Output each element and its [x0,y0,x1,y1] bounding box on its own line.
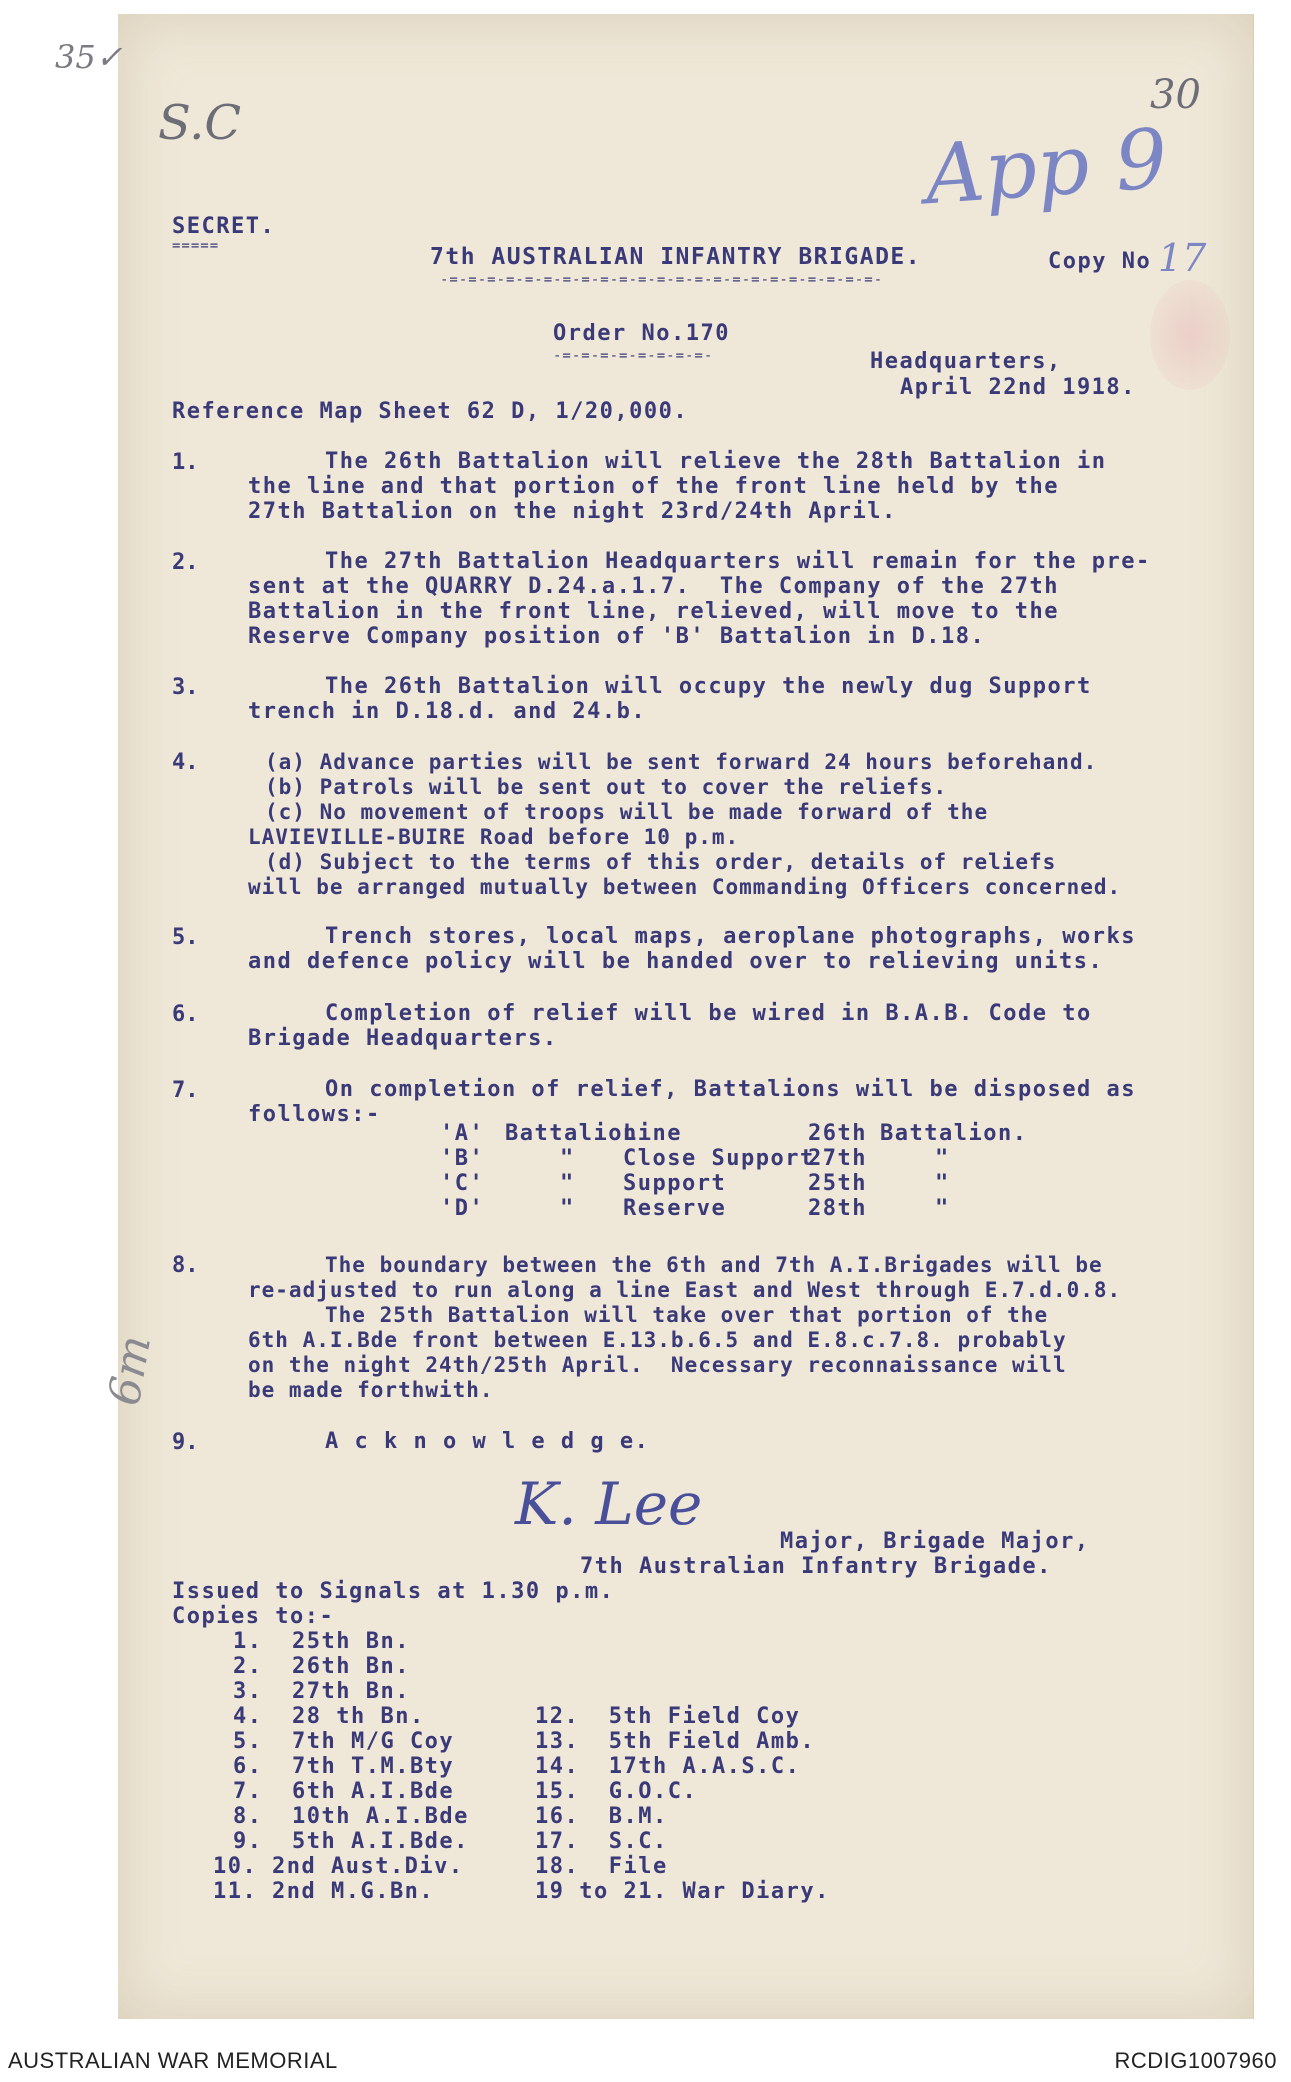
para-9-number: 9. [172,1430,199,1455]
copy-item: 16. B.M. [535,1804,668,1829]
disposal-ditto: " [560,1146,575,1171]
para-7-number: 7. [172,1078,199,1103]
copy-item: 4. 28 th Bn. [233,1704,425,1729]
hq-line2: April 22nd 1918. [900,375,1136,400]
signature-title: Major, Brigade Major, [780,1529,1090,1554]
copy-item: 8. 10th A.I.Bde [233,1804,469,1829]
copy-item: 15. G.O.C. [535,1779,698,1804]
para-8-line: The 25th Battalion will take over that portion of the [325,1303,1049,1327]
copy-item: 10. 2nd Aust.Div. [213,1854,464,1879]
copy-item: 13. 5th Field Amb. [535,1729,816,1754]
copy-item: 2. 26th Bn. [233,1654,410,1679]
para-3-line: The 26th Battalion will occupy the newly dug Support [325,674,1092,699]
disposal-ditto: " [560,1171,575,1196]
reference-map: Reference Map Sheet 62 D, 1/20,000. [172,399,689,424]
para-5-line: Trench stores, local maps, aeroplane photographs, works [325,924,1136,949]
signature: K. Lee [515,1470,703,1538]
para-8-line: The boundary between the 6th and 7th A.I.Brigades will be [325,1253,1103,1277]
annotation-app: App 9 [921,111,1171,224]
para-4-line: will be arranged mutually between Commanding Officers concerned. [248,875,1122,899]
para-6-number: 6. [172,1002,199,1027]
para-2-number: 2. [172,550,199,575]
copy-item: 19 to 21. War Diary. [535,1879,830,1904]
annotation-sc: S.C [158,95,242,151]
para-3-line: trench in D.18.d. and 24.b. [248,699,647,724]
disposal-suffix: " [935,1196,950,1221]
copy-item: 5. 7th M/G Coy [233,1729,455,1754]
disposal-ditto: Battalion [505,1121,638,1146]
para-4-line: (d) Subject to the terms of this order, details of reliefs [265,850,1057,874]
para-1-number: 1. [172,450,199,475]
para-4-line: (b) Patrols will be sent out to cover the reliefs. [265,775,948,799]
disposal-role: Close Support [623,1146,815,1171]
para-8-line: re-adjusted to run along a line East and West through E.7.d.0.8. [248,1278,1122,1302]
disposal-ditto: " [560,1196,575,1221]
annotation-top-right: 30 [1150,72,1201,118]
para-3-number: 3. [172,675,199,700]
para-8-line: on the night 24th/25th April. Necessary reconnaissance will [248,1353,1067,1377]
para-2-line: sent at the QUARRY D.24.a.1.7. The Company of the 27th [248,574,1059,599]
para-2-line: The 27th Battalion Headquarters will remain for the pre- [325,549,1151,574]
classification-underline: ===== [172,238,220,254]
para-4-line: (c) No movement of troops will be made forward of the [265,800,989,824]
copy-item: 12. 5th Field Coy [535,1704,801,1729]
order-number-underline: -=-=-=-=-=-=-=-=- [553,348,714,364]
para-1-line: The 26th Battalion will relieve the 28th Battalion in [325,449,1107,474]
copy-item: 11. 2nd M.G.Bn. [213,1879,435,1904]
issued-line: Issued to Signals at 1.30 p.m. [172,1579,615,1604]
brigade-title-underline: -=-=-=-=-=-=-=-=-=-=-=-=-=-=-=-=-=-=-=-=-=-=-=- [440,272,884,288]
annotation-margin: 6m [98,1331,162,1410]
para-5-line: and defence policy will be handed over to relieving units. [248,949,1104,974]
copy-no-value: 17 [1158,236,1207,280]
disposal-unit: 27th [808,1146,867,1171]
para-4-line: (a) Advance parties will be sent forward 24 hours beforehand. [265,750,1098,774]
para-6-line: Completion of relief will be wired in B.A.B. Code to [325,1001,1092,1026]
para-9-line: A c k n o w l e d g e. [325,1429,650,1454]
para-2-line: Battalion in the front line, relieved, will move to the [248,599,1059,624]
disposal-unit: 28th [808,1196,867,1221]
disposal-battalion: 'A' [440,1121,485,1146]
copy-item: 7. 6th A.I.Bde [233,1779,455,1804]
disposal-role: Line [623,1121,682,1146]
copy-item: 6. 7th T.M.Bty [233,1754,455,1779]
disposal-role: Reserve [623,1196,727,1221]
disposal-suffix: " [935,1171,950,1196]
disposal-suffix: " [935,1146,950,1171]
brigade-title: 7th AUSTRALIAN INFANTRY BRIGADE. [430,244,922,270]
para-8-line: 6th A.I.Bde front between E.13.b.6.5 and E.8.c.7.8. probably [248,1328,1067,1352]
signature-unit: 7th Australian Infantry Brigade. [580,1554,1052,1579]
disposal-unit: 25th [808,1171,867,1196]
para-8-number: 8. [172,1253,199,1278]
copy-no: Copy No [1048,249,1152,274]
para-7-line: follows:- [248,1102,381,1127]
para-2-line: Reserve Company position of 'B' Battalion in D.18. [248,624,986,649]
para-6-line: Brigade Headquarters. [248,1026,558,1051]
copies-heading: Copies to:- [172,1604,335,1629]
annotation-top-left: 35✓ [55,38,123,76]
para-7-line: On completion of relief, Battalions will be disposed as [325,1077,1136,1102]
disposal-role: Support [623,1171,727,1196]
footer-institution: AUSTRALIAN WAR MEMORIAL [8,2048,338,2073]
copy-item: 18. File [535,1854,668,1879]
disposal-battalion: 'D' [440,1196,485,1221]
copy-item: 9. 5th A.I.Bde. [233,1829,469,1854]
para-8-line: be made forthwith. [248,1378,494,1402]
disposal-battalion: 'C' [440,1171,485,1196]
para-1-line: 27th Battalion on the night 23rd/24th April. [248,499,897,524]
para-1-line: the line and that portion of the front line held by the [248,474,1059,499]
footer-record-id: RCDIG1007960 [1114,2048,1277,2073]
order-number: Order No.170 [553,321,730,346]
copy-item: 17. S.C. [535,1829,668,1854]
hq-line1: Headquarters, [870,349,1062,374]
copy-item: 14. 17th A.A.S.C. [535,1754,801,1779]
para-4-line: LAVIEVILLE-BUIRE Road before 10 p.m. [248,825,740,849]
para-4-number: 4. [172,750,199,775]
copy-item: 3. 27th Bn. [233,1679,410,1704]
classification: SECRET. [172,214,276,239]
disposal-battalion: 'B' [440,1146,485,1171]
disposal-suffix: Battalion. [880,1121,1028,1146]
disposal-unit: 26th [808,1121,867,1146]
copy-item: 1. 25th Bn. [233,1629,410,1654]
paper-stain [1150,280,1230,390]
para-5-number: 5. [172,925,199,950]
